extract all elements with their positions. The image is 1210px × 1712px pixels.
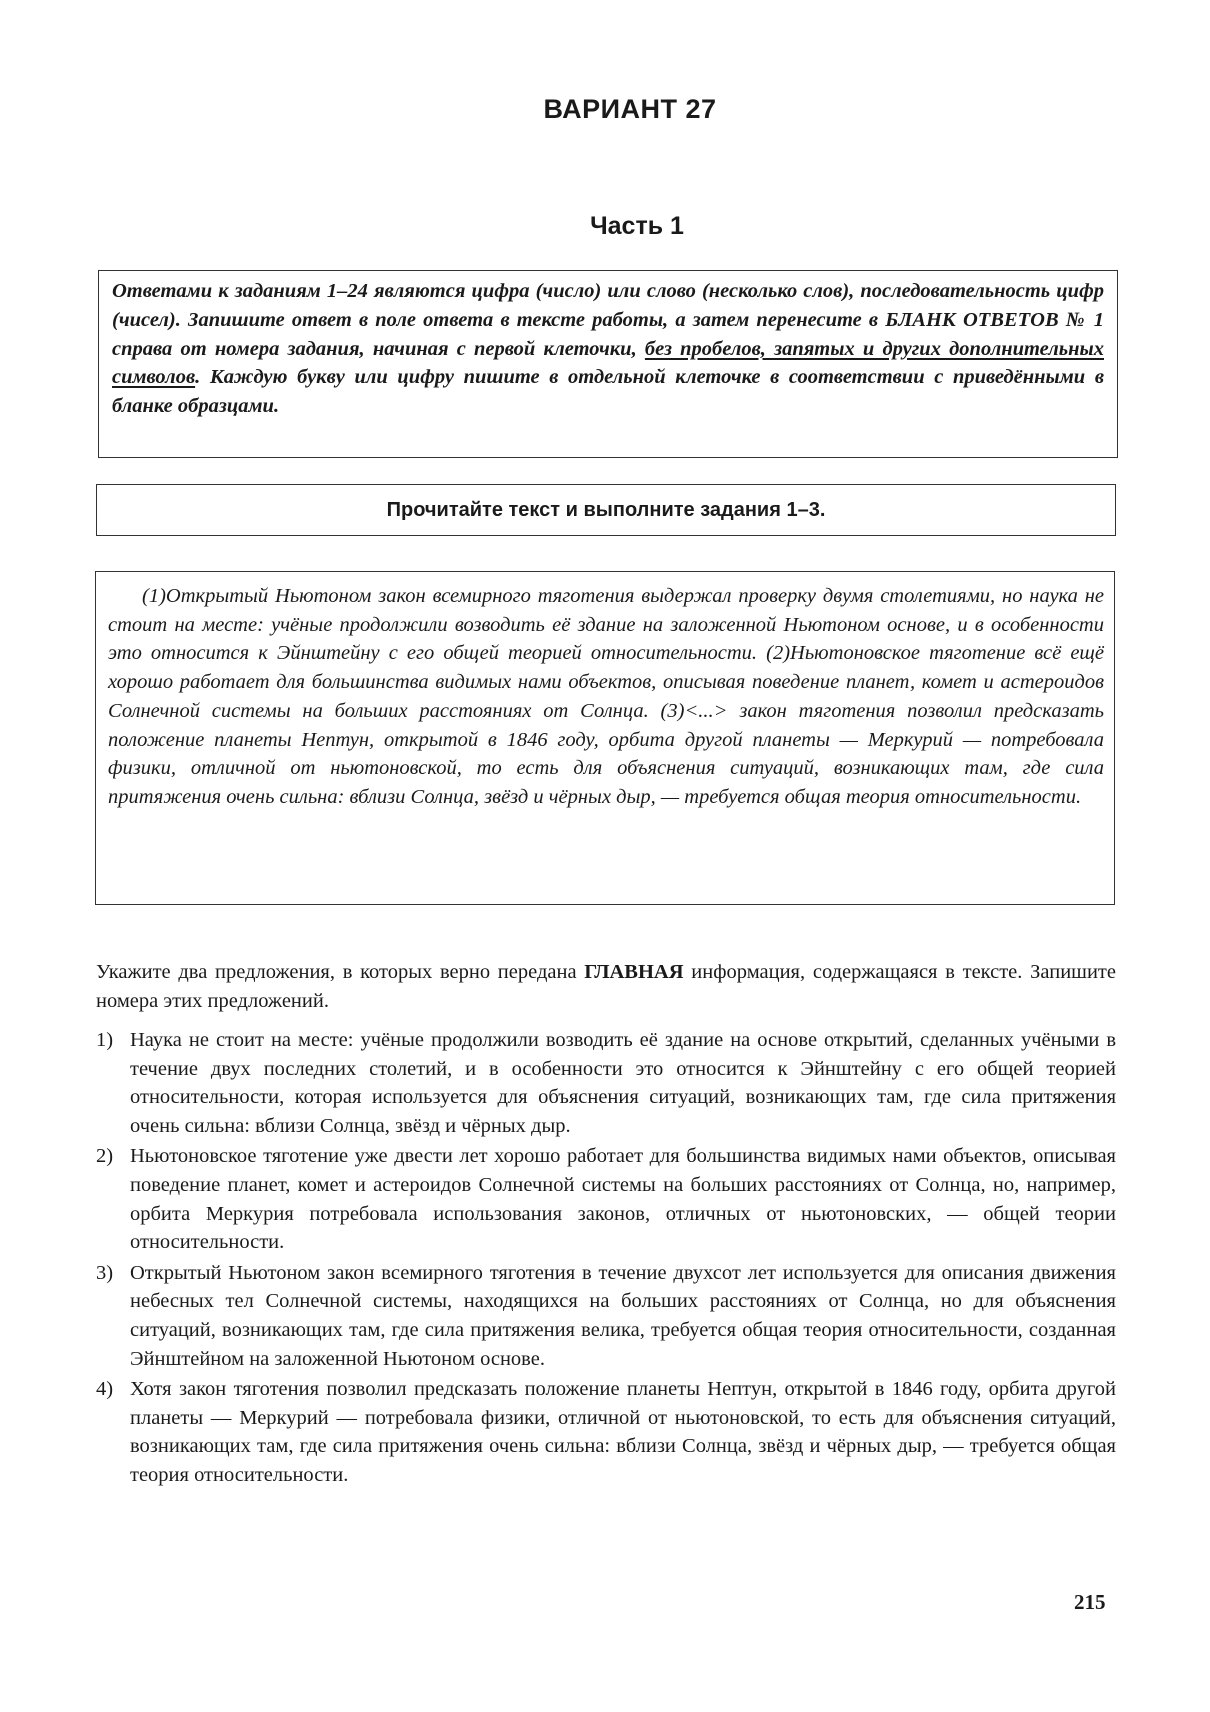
option-number: 3) bbox=[96, 1261, 114, 1284]
answer-option-1 bbox=[96, 1026, 1116, 1140]
option-number: 2) bbox=[96, 1145, 114, 1168]
reading-header-box bbox=[96, 484, 1116, 536]
variant-title: ВАРИАНТ 27 bbox=[543, 94, 717, 124]
instructions-text: Ответами к заданиям 1–24 являются цифра (число) или слово (несколько слов), последовательность цифр (чисел). Запишите ответ в поле ответа в тексте работы, а затем перенесите в БЛАНК ОТВЕТОВ № 1 справа от номера задания, начиная с первой клеточки, bbox=[112, 280, 1104, 360]
answer-option-2 bbox=[96, 1142, 1116, 1256]
task-prompt bbox=[96, 958, 1116, 1015]
option-text: Наука не стоит на месте: учёные продолжили возводить её здание на основе открытий, сделанных учёными в течение двух последних столетий, и в особенности это относится к Эйнштейну с его общей теорией относительности, которая используется для объяснения ситуаций, возникающих там, где сила притяжения очень сильна: вблизи Солнца, звёзд и чёрных дыр. bbox=[130, 1029, 1116, 1137]
task-text-end: информация, содержащаяся в тексте. Запишите номера этих предложений. bbox=[96, 961, 1116, 1012]
instructions-underlined-text: без пробелов, запятых и других дополнительных символов bbox=[112, 337, 1105, 389]
option-text: Ньютоновское тяготение уже двести лет хорошо работает для большинства видимых нами объектов, описывая поведение планет, комет и астероидов Солнечной системы на больших расстояниях от Солнца, но, например, орбита Меркурия потребовала использования законов, отличных от ньютоновских, — общей теории относительности. bbox=[130, 1145, 1116, 1254]
part-title: Часть 1 bbox=[590, 212, 684, 240]
task-text: Укажите два предложения, в которых верно передана bbox=[96, 961, 585, 983]
reading-header: Прочитайте текст и выполните задания 1–3. bbox=[386, 499, 826, 521]
page-number: 215 bbox=[1074, 1590, 1106, 1614]
answer-options bbox=[96, 1026, 1116, 1492]
option-number: 4) bbox=[96, 1378, 114, 1401]
option-number: 1) bbox=[96, 1029, 114, 1051]
answer-option-4 bbox=[96, 1375, 1116, 1489]
task-bold-word: ГЛАВНАЯ bbox=[584, 961, 684, 983]
instructions-box bbox=[98, 270, 1118, 458]
option-text: Открытый Ньютоном закон всемирного тяготения в течение двухсот лет используется для описания движения небесных тел Солнечной системы, находящихся на больших расстояниях от Солнца, но для объяснения ситуаций, возникающих там, где сила притяжения велика, требуется общая теория относительности, созданная Эйнштейном на заложенной Ньютоном основе. bbox=[130, 1261, 1116, 1370]
reading-text-box bbox=[95, 571, 1115, 905]
option-text: Хотя закон тяготения позволил предсказать положение планеты Нептун, открытой в 1846 году, орбита другой планеты — Меркурий — потребовала физики, отличной от ньютоновской, то есть для объяснения ситуаций, возникающих там, где сила притяжения очень сильна: вблизи Солнца, звёзд и чёрных дыр, — требуется общая теория относительности. bbox=[130, 1378, 1116, 1486]
instructions-text-end: . Каждую букву или цифру пишите в отдельной клеточке в соответствии с приведёнными в бланке образцами. bbox=[112, 366, 1104, 418]
answer-option-3 bbox=[96, 1259, 1116, 1373]
reading-text: (1)Открытый Ньютоном закон всемирного тяготения выдержал проверку двумя столетиями, но наука не стоит на месте: учёные продолжили возводить её здание на заложенной Ньютоном основе, и в особенности это относится к Эйнштейну с его общей теорией относительности. (2)Ньютоновское тяготение всё ещё хорошо работает для большинства видимых нами объектов, описывая поведение планет, комет и астероидов Солнечной системы на больших расстояниях от Солнца. (3)<...> закон тяготения позволил предсказать положение планеты Нептун, открытой в 1846 году, орбита другой планеты — Меркурий — потребовала физики, отличной от ньютоновской, то есть для объяснения ситуаций, возникающих там, где сила притяжения очень сильна: вблизи Солнца, звёзд и чёрных дыр, — требуется общая теория относительности. bbox=[108, 585, 1104, 808]
